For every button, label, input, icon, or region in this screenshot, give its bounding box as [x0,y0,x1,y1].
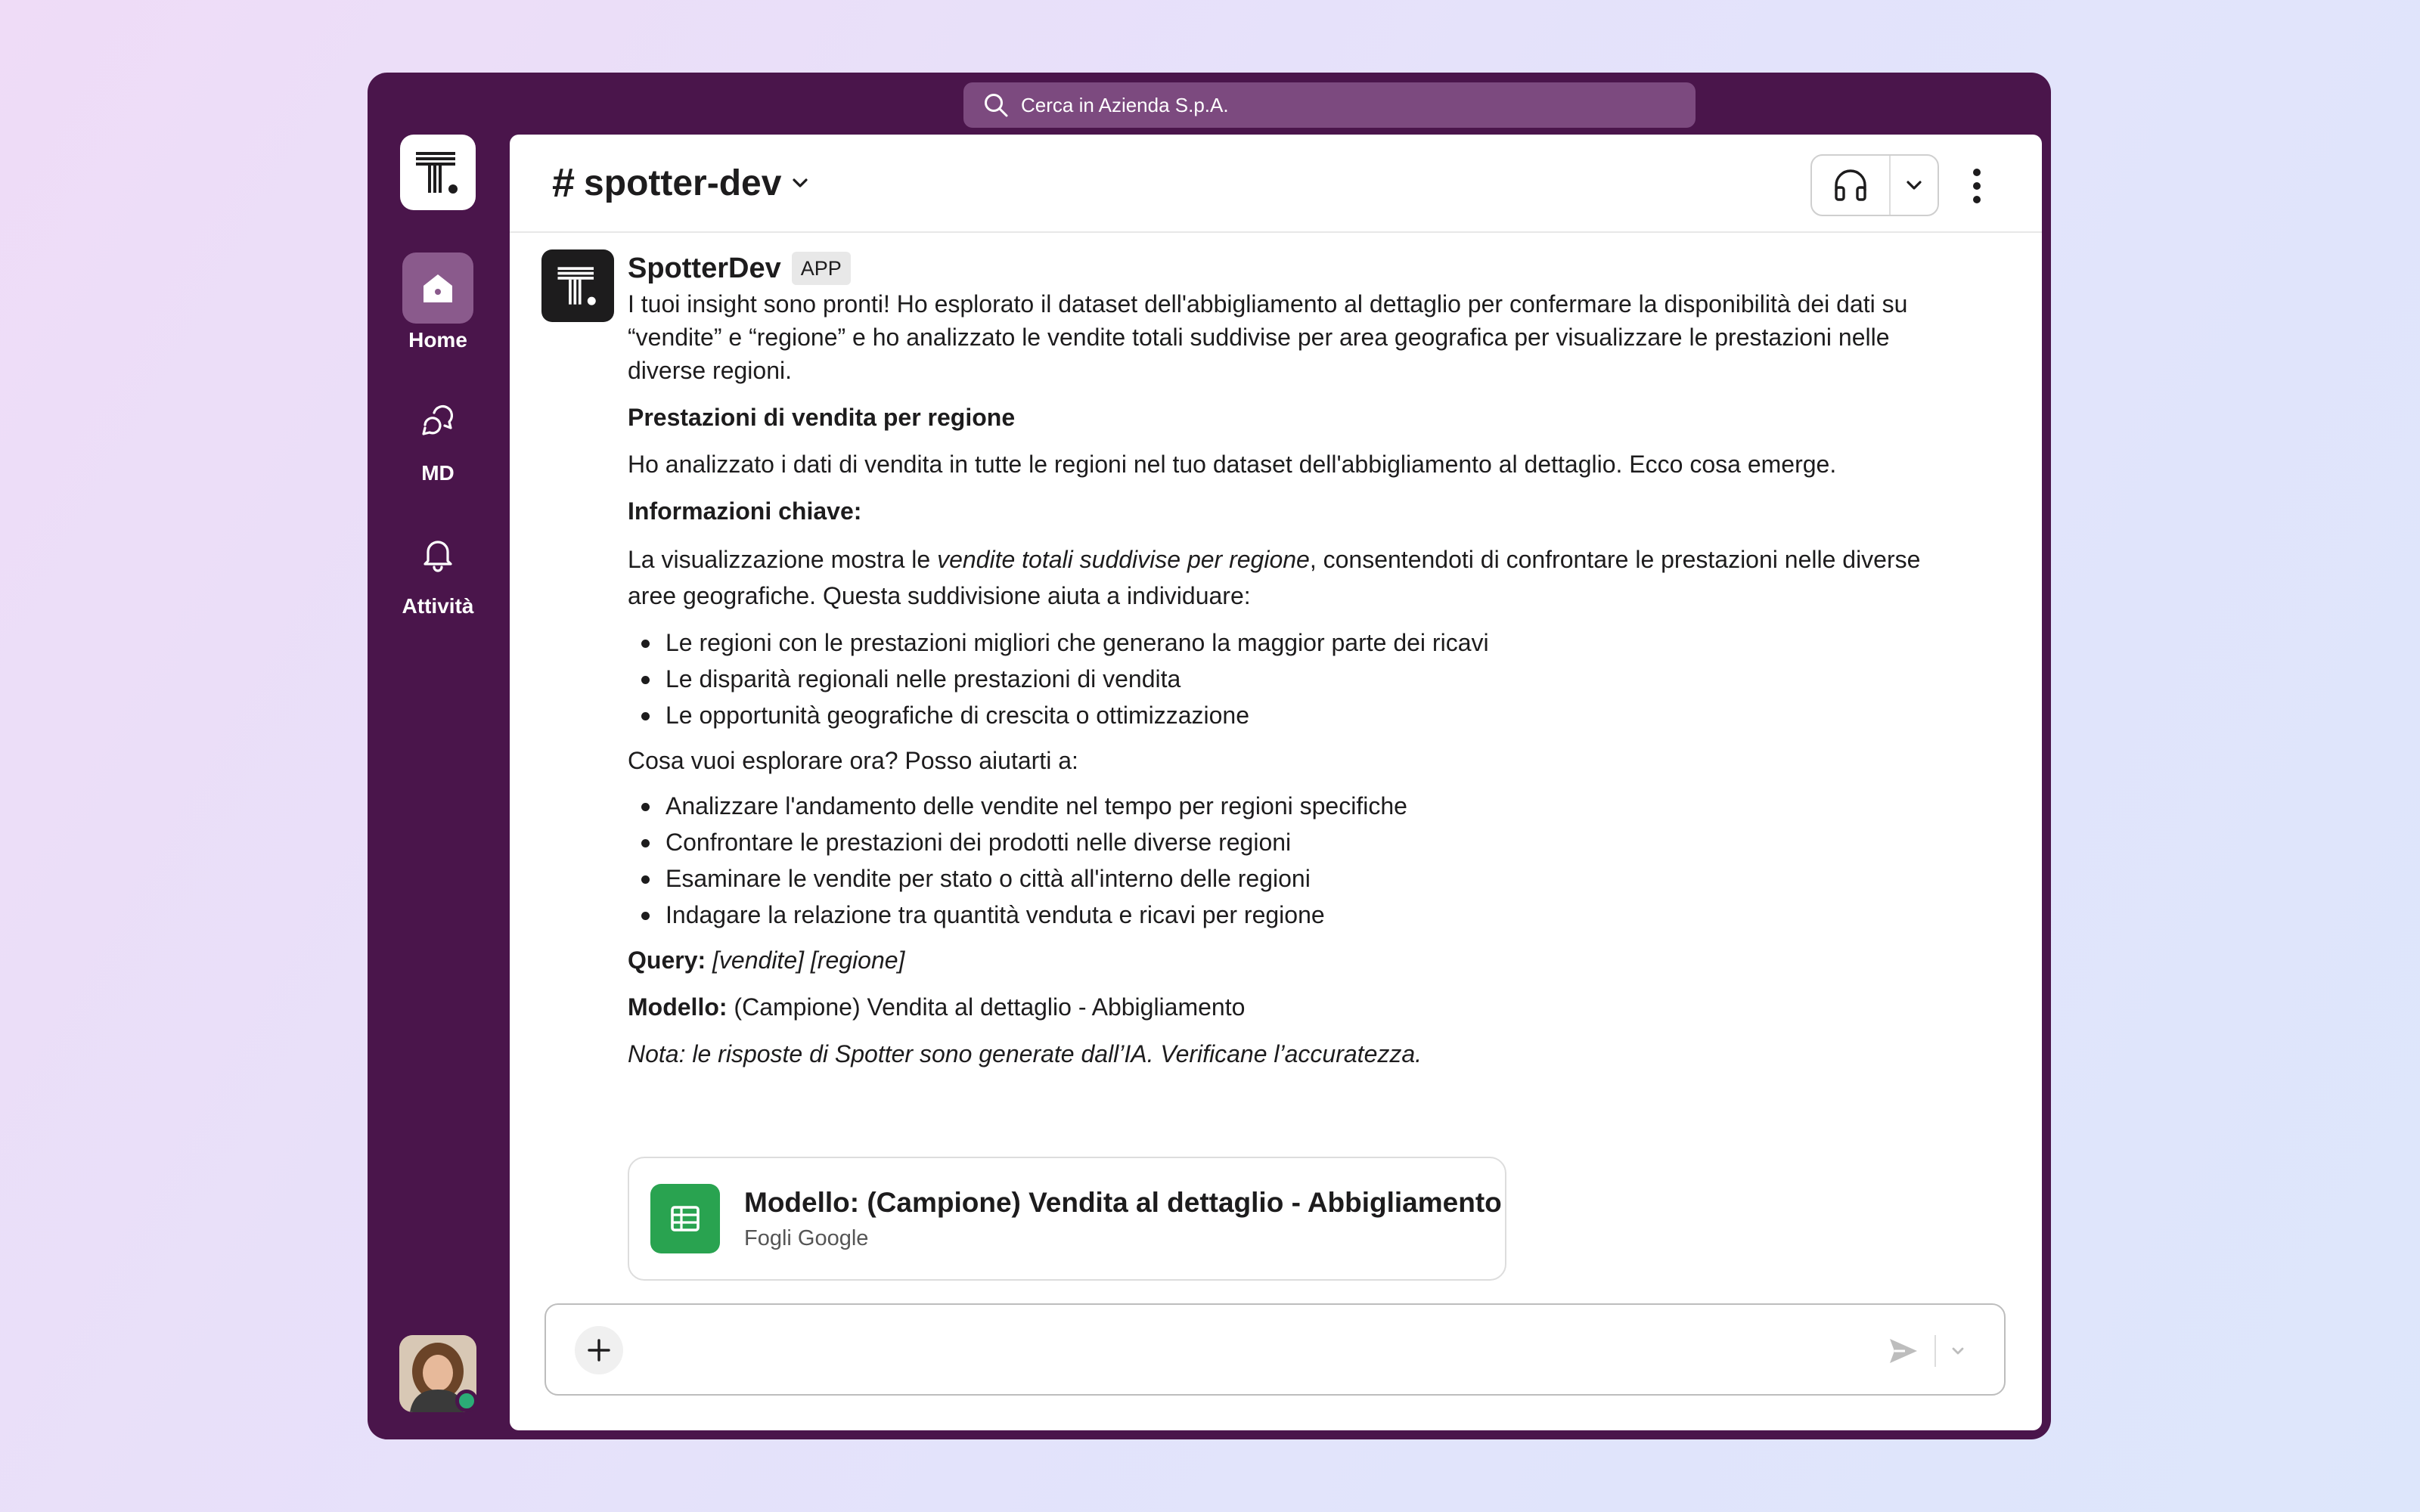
message-composer[interactable] [544,1303,2006,1396]
list-item: Le disparità regionali nelle prestazioni di vendita [628,661,1974,697]
nav-item-home[interactable] [383,253,493,352]
message-header [628,249,1974,287]
message-intro: I tuoi insight sono pronti! Ho esplorato il dataset dell'abbigliamento al dettaglio per confermare la disponibilità dei dati su “vendite” e “regione” e ho analizzato le vendite totali suddivise per area geografica per visualizzare le prestazioni nelle diverse regioni. [628,290,1908,384]
chevron-down-icon [790,173,810,193]
list-item: Esaminare le vendite per stato o città all'interno delle regioni [628,860,1974,897]
huddle-start[interactable] [1812,156,1891,215]
app-window [368,73,2051,1439]
messages-icon [419,402,457,440]
huddle-options[interactable] [1891,175,1938,196]
suggestions-list [628,788,1974,933]
kebab-icon [1972,166,1982,206]
send-button[interactable] [1885,1332,1922,1370]
main-panel [510,135,2042,1430]
workspace-logo-icon [411,146,464,199]
analysis-paragraph: Ho analizzato i dati di vendita in tutte le regioni nel tuo dataset dell'abbigliamento al dettaglio. Ecco cosa emerge. [628,451,1837,478]
search-icon [983,92,1009,118]
nav-label-attivita: Attività [402,594,474,618]
send-options-button[interactable] [1945,1338,1971,1364]
send-divider [1934,1335,1936,1367]
attachment-text [744,1187,1502,1251]
chevron-down-icon [1903,175,1925,196]
bell-icon [419,535,457,573]
visualization-paragraph: La visualizzazione mostra le vendite totali suddivise per regione, consentendoti di confrontare le prestazioni nelle diverse aree geografiche. Questa suddivisione aiuta a individuare: [628,546,1921,609]
spotter-logo-icon [554,262,602,310]
channel-header [510,135,2042,233]
query-line: Query: [vendite] [regione] [628,947,905,974]
headphones-icon [1830,165,1871,206]
attachment-card[interactable] [628,1157,1506,1281]
more-options-button[interactable] [1962,163,1992,209]
nav-home-box [402,253,473,324]
nav-item-attivita[interactable] [383,519,493,618]
attachment-title[interactable]: Modello: (Campione) Vendita al dettaglio - Abbigliamento [744,1186,1502,1218]
app-badge: APP [792,252,851,285]
add-button[interactable] [575,1326,623,1374]
heading-regional-sales: Prestazioni di vendita per regione [628,404,1016,431]
nav-md-box [402,386,473,457]
heading-key-info: Informazioni chiave: [628,497,862,525]
nav-label-home: Home [408,328,467,352]
insights-list [628,624,1974,733]
workspace-logo[interactable] [400,135,476,210]
emphasis-text: vendite totali suddivise per regione [937,546,1310,573]
bot-avatar[interactable] [541,249,614,322]
send-icon [1887,1334,1920,1368]
ai-note: Nota: le risposte di Spotter sono generate dall’IA. Verificane l’accuratezza. [628,1040,1423,1067]
channel-hash: # [552,160,576,206]
query-value: [vendite] [regione] [712,947,905,974]
message-body [628,249,1974,1070]
sheets-icon [650,1184,720,1253]
nav-item-md[interactable] [383,386,493,485]
presence-indicator [455,1390,478,1412]
list-item: Le opportunità geografiche di crescita o ottimizzazione [628,697,1974,733]
attachment-source: Fogli Google [744,1225,869,1250]
search-placeholder: Cerca in Azienda S.p.A. [1021,93,1229,116]
nav-label-md: MD [421,461,455,485]
model-value: (Campione) Vendita al dettaglio - Abbigliamento [734,993,1246,1021]
list-item: Analizzare l'andamento delle vendite nel tempo per regioni specifiche [628,788,1974,824]
channel-name: spotter-dev [584,163,782,203]
explore-question: Cosa vuoi esplorare ora? Posso aiutarti a: [628,747,1078,774]
list-item: Le regioni con le prestazioni migliori che generano la maggior parte dei ricavi [628,624,1974,661]
search-bar[interactable] [963,82,1696,128]
plus-icon [586,1337,612,1363]
huddle-button[interactable] [1810,154,1939,216]
list-item: Indagare la relazione tra quantità venduta e ricavi per regione [628,897,1974,933]
nav-attivita-box [402,519,473,590]
channel-title[interactable] [552,160,810,206]
list-item: Confrontare le prestazioni dei prodotti nelle diverse regioni [628,824,1974,860]
home-icon [419,269,457,307]
model-line: Modello: (Campione) Vendita al dettaglio - Abbigliamento [628,993,1246,1021]
sender-name[interactable]: SpotterDev [628,253,781,284]
chevron-down-icon [1950,1343,1966,1359]
